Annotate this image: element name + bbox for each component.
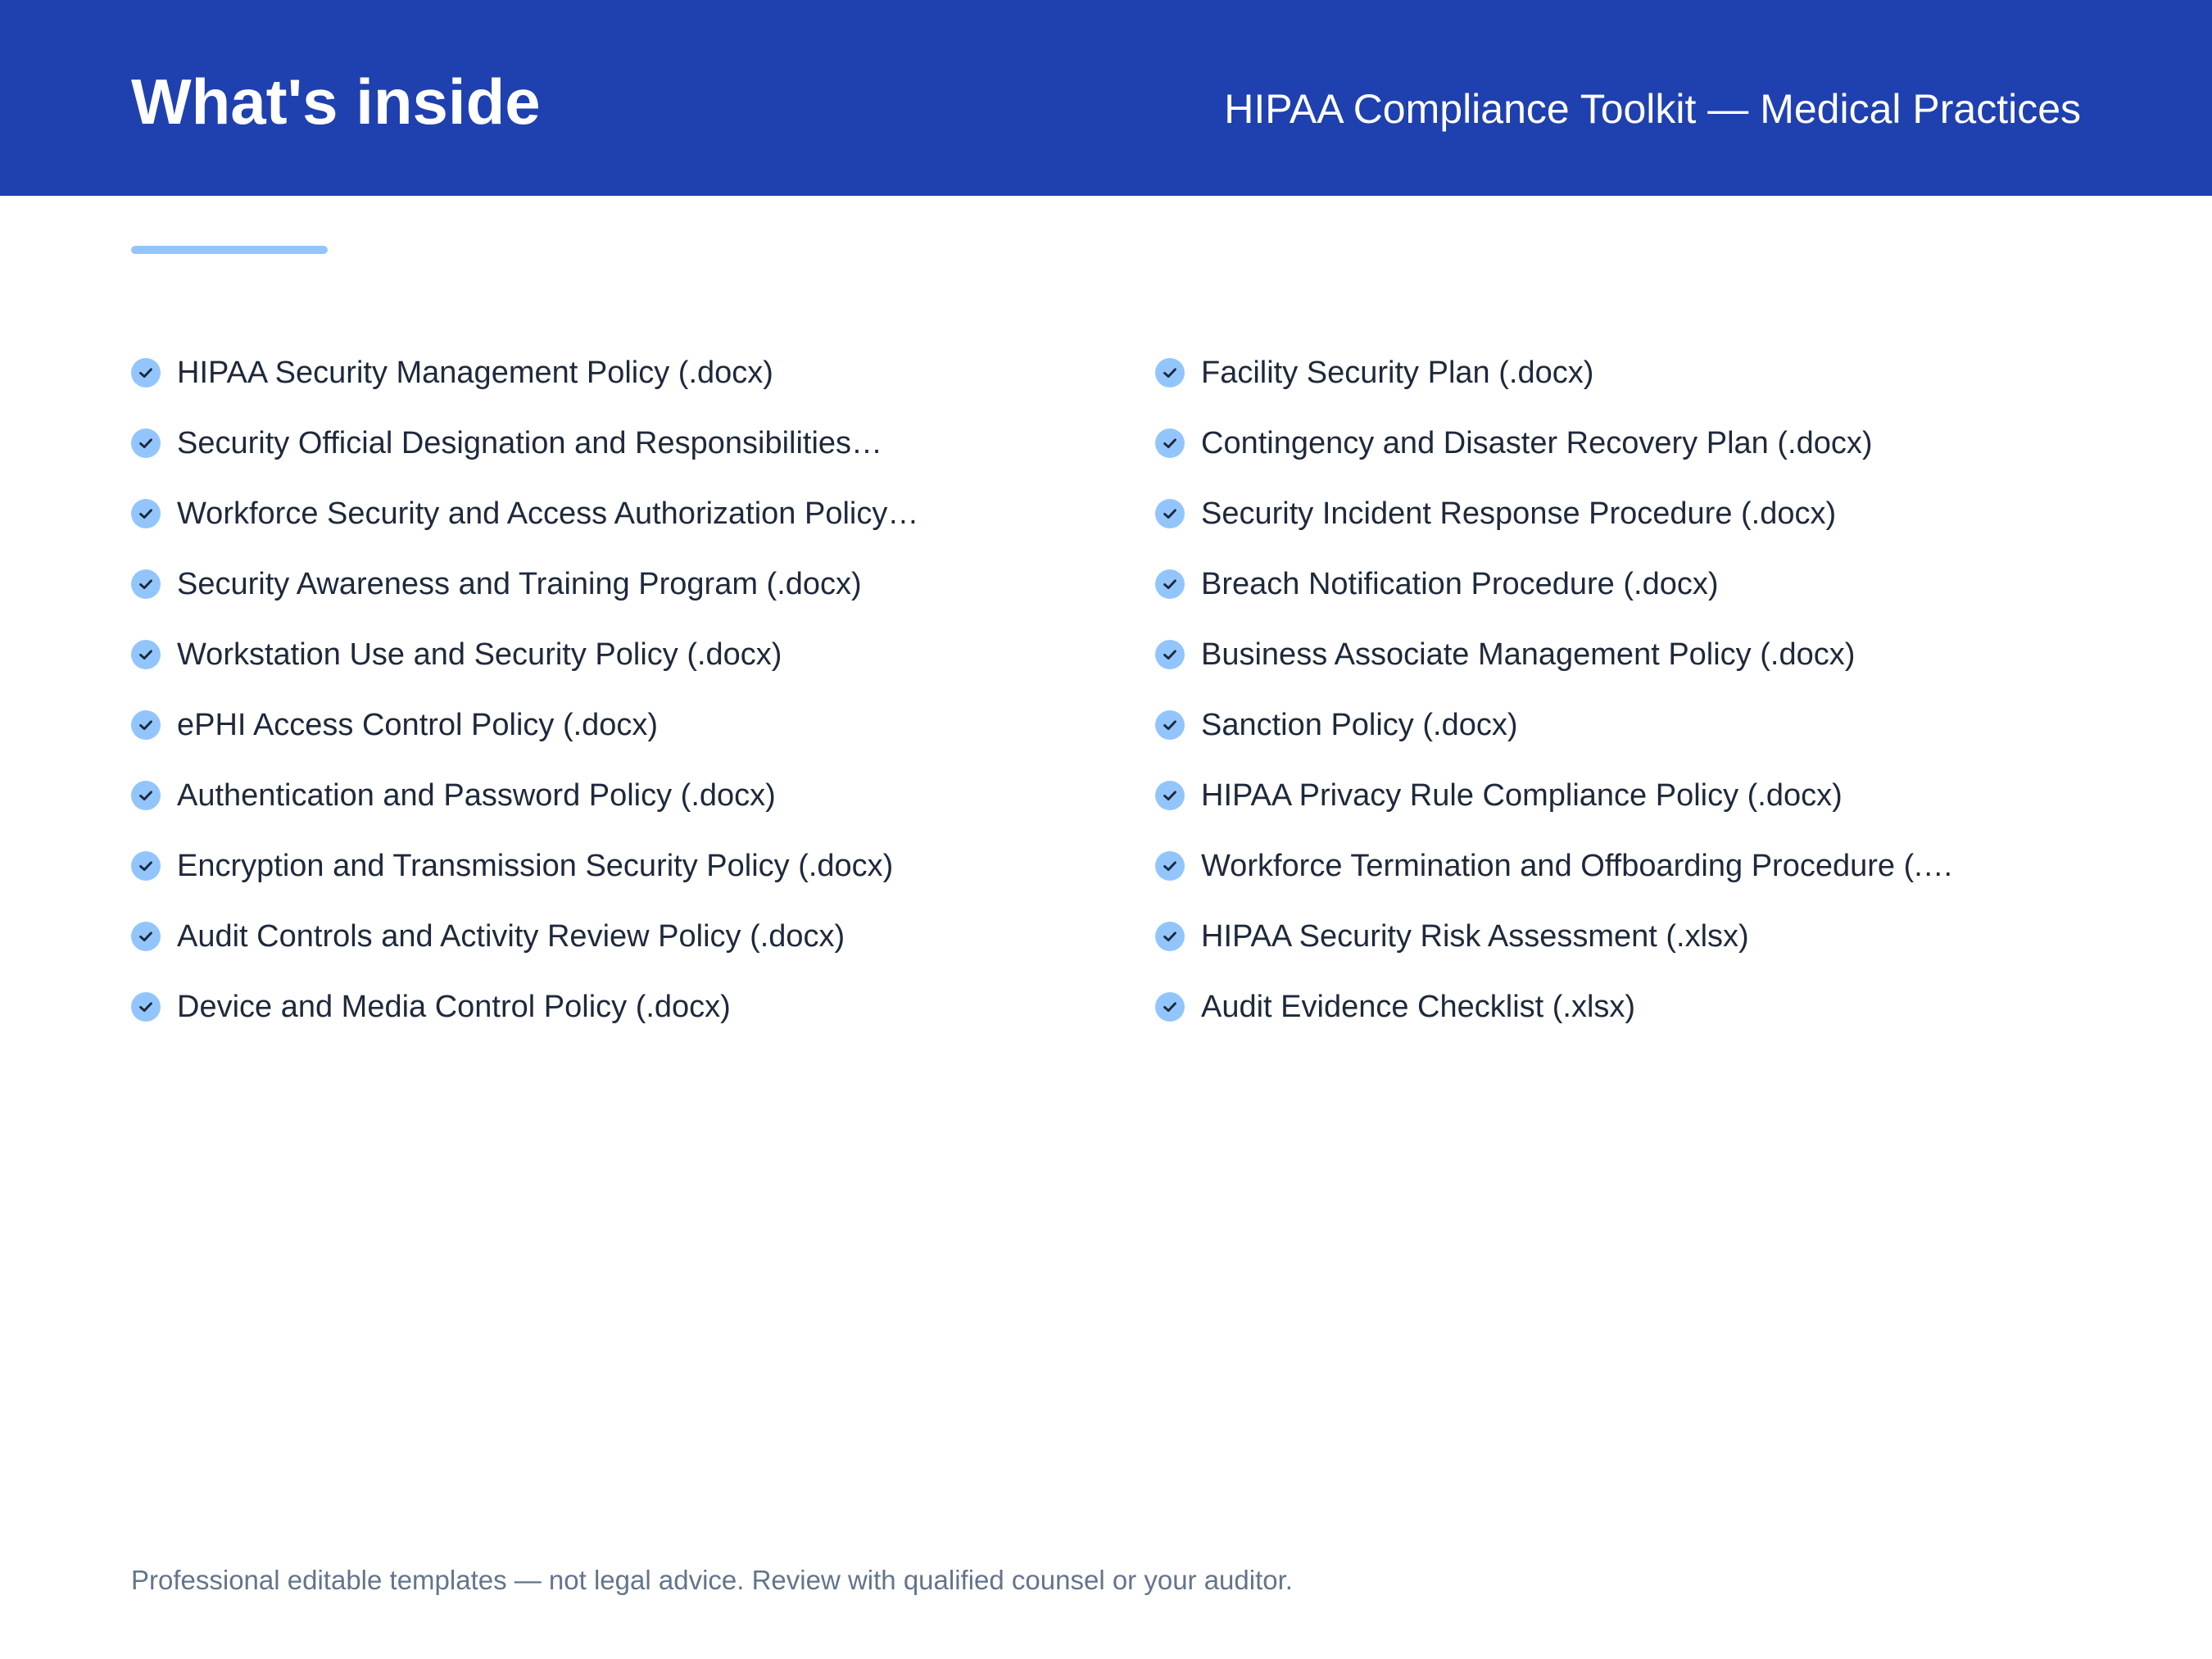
list-item-label: Audit Controls and Activity Review Policy (.docx): [177, 919, 845, 954]
list-item-label: Device and Media Control Policy (.docx): [177, 990, 731, 1024]
check-circle-icon: [1155, 569, 1185, 599]
contents-list-left: [131, 338, 1049, 1042]
page-title: What's inside: [131, 66, 541, 138]
check-circle-icon: [131, 851, 161, 881]
list-item-label: Contingency and Disaster Recovery Plan (.docx): [1201, 426, 1873, 460]
check-circle-icon: [1155, 640, 1185, 669]
list-item-label: HIPAA Security Management Policy (.docx): [177, 356, 773, 390]
list-item: [1155, 972, 2081, 1042]
list-item: [131, 690, 1049, 760]
list-item: [131, 338, 1049, 408]
check-circle-icon: [131, 710, 161, 740]
check-circle-icon: [1155, 358, 1185, 388]
contents-list-right: [1155, 338, 2081, 1042]
check-circle-icon: [1155, 781, 1185, 810]
list-item-label: Breach Notification Procedure (.docx): [1201, 567, 1719, 601]
list-item: [131, 549, 1049, 619]
list-item-label: Facility Security Plan (.docx): [1201, 356, 1594, 390]
check-circle-icon: [131, 992, 161, 1022]
check-circle-icon: [1155, 851, 1185, 881]
list-item-label: Authentication and Password Policy (.docx): [177, 778, 776, 813]
check-circle-icon: [1155, 922, 1185, 951]
list-item: [1155, 549, 2081, 619]
list-item: [1155, 408, 2081, 478]
list-item: [1155, 619, 2081, 690]
list-item-label: Workforce Termination and Offboarding Procedure (.…: [1201, 849, 1954, 883]
list-item: [1155, 901, 2081, 972]
check-circle-icon: [131, 499, 161, 528]
list-item-label: Security Awareness and Training Program (.docx): [177, 567, 862, 601]
list-item-label: Workstation Use and Security Policy (.docx): [177, 637, 782, 672]
list-item: [131, 831, 1049, 901]
list-item-label: ePHI Access Control Policy (.docx): [177, 708, 659, 742]
list-item-label: HIPAA Security Risk Assessment (.xlsx): [1201, 919, 1749, 954]
list-item: [131, 478, 1049, 549]
toolkit-subtitle: HIPAA Compliance Toolkit — Medical Practices: [1224, 86, 2081, 132]
list-item-label: Sanction Policy (.docx): [1201, 708, 1518, 742]
check-circle-icon: [1155, 710, 1185, 740]
check-circle-icon: [131, 781, 161, 810]
list-item-label: Workforce Security and Access Authorization Policy…: [177, 496, 919, 531]
accent-divider: [131, 246, 328, 254]
list-item: [131, 408, 1049, 478]
list-item: [131, 619, 1049, 690]
header-banner: [0, 0, 2212, 196]
check-circle-icon: [131, 569, 161, 599]
disclaimer-note: Professional editable templates — not legal advice. Review with qualified counsel or your auditor.: [131, 1565, 1293, 1595]
list-item: [131, 760, 1049, 831]
check-circle-icon: [1155, 428, 1185, 458]
check-circle-icon: [131, 358, 161, 388]
check-circle-icon: [1155, 499, 1185, 528]
check-circle-icon: [131, 428, 161, 458]
list-item: [131, 972, 1049, 1042]
list-item: [1155, 338, 2081, 408]
list-item-label: HIPAA Privacy Rule Compliance Policy (.docx): [1201, 778, 1843, 813]
list-item: [131, 901, 1049, 972]
list-item-label: Security Incident Response Procedure (.docx): [1201, 496, 1837, 531]
list-item: [1155, 831, 2081, 901]
list-item: [1155, 760, 2081, 831]
list-item: [1155, 478, 2081, 549]
list-item-label: Audit Evidence Checklist (.xlsx): [1201, 990, 1636, 1024]
check-circle-icon: [131, 640, 161, 669]
check-circle-icon: [1155, 992, 1185, 1022]
check-circle-icon: [131, 922, 161, 951]
list-item-label: Encryption and Transmission Security Policy (.docx): [177, 849, 894, 883]
list-item: [1155, 690, 2081, 760]
list-item-label: Security Official Designation and Responsibilities…: [177, 426, 883, 460]
list-item-label: Business Associate Management Policy (.docx): [1201, 637, 1856, 672]
